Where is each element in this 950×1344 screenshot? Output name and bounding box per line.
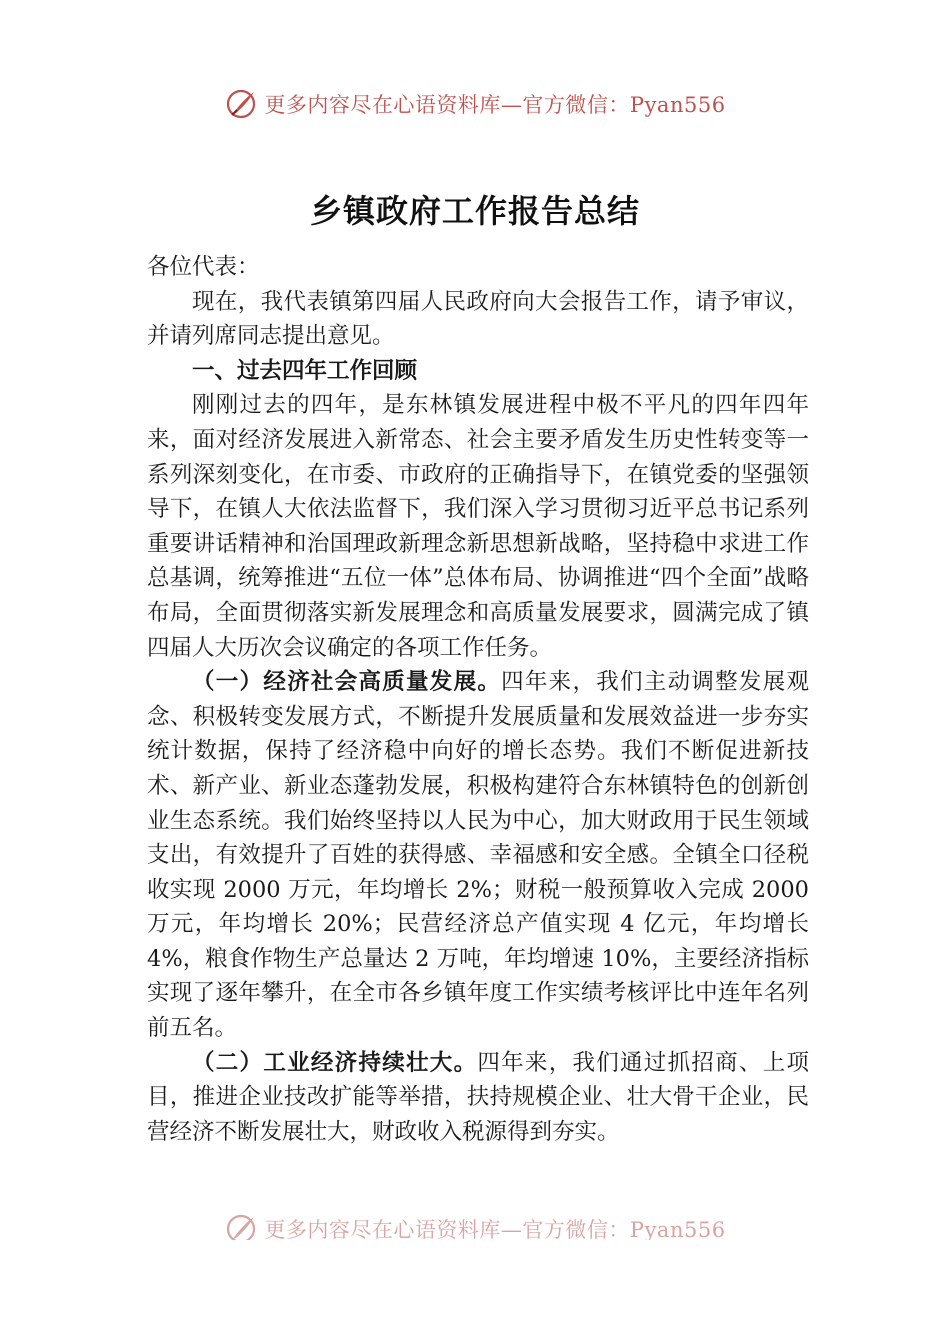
header-watermark: [0, 84, 950, 124]
subsection-paragraph-2: [147, 1046, 809, 1150]
section-heading: 一、过去四年工作回顾: [192, 357, 418, 384]
quill-pen-logo-icon: [224, 87, 258, 121]
intro-paragraph: 现在，我代表镇第四届人民政府向大会报告工作，请予审议，并请列席同志提出意见。: [147, 288, 809, 350]
subsection-paragraph-1: [147, 665, 809, 1046]
salutation: 各位代表：: [147, 254, 260, 280]
document-title: 乡镇政府工作报告总结: [309, 192, 640, 230]
footer-watermark: [0, 1206, 950, 1240]
watermark-text: 更多内容尽在心语资料库—官方微信：Pyan556: [264, 93, 726, 117]
subsection-text-1: 四年来，我们主动调整发展观念、积极转变发展方式，不断提升发展质量和发展效益进一步夯实统计数据，保持了经济稳中向好的增长态势。我们不断促进新技术、新产业、新业态蓬勃发展，积极构建符合东林镇特色的创新创业生态系统。我们始终坚持以人民为中心，加大财政用于民生领域支出，有效提升了百姓的获得感、幸福感和安全感。全镇全口径税收实现 2000 万元，年均增长 2%；财税一般预算收入完成 2000 万元，年均增长 20%；民营经济总产值实现 4 亿元，年均增长 4%，粮食作物生产总量达 2 万吨，年均增速 10%，主要经济指标实现了逐年攀升，在全市各乡镇年度工作实绩考核评比中连年名列前五名。: [147, 669, 809, 1042]
watermark-text: 更多内容尽在心语资料库—官方微信：Pyan556: [264, 1218, 726, 1240]
subsection-heading-2: （二）工业经济持续壮大。: [192, 1049, 478, 1076]
subsection-heading-1: （一）经济社会高质量发展。: [192, 669, 502, 696]
document-body: [147, 250, 809, 1149]
subsection-text-2: 四年来，我们通过抓招商、上项目，推进企业技改扩能等举措，扶持规模企业、壮大骨干企业，民营经济不断发展壮大，财政收入税源得到夯实。: [147, 1049, 809, 1145]
section-paragraph: 刚刚过去的四年，是东林镇发展进程中极不平凡的四年四年来，面对经济发展进入新常态、社会主要矛盾发生历史性转变等一系列深刻变化，在市委、市政府的正确指导下，在镇党委的坚强领导下，在镇人大依法监督下，我们深入学习贯彻习近平总书记系列重要讲话精神和治国理政新理念新思想新战略，坚持稳中求进工作总基调，统筹推进“五位一体”总体布局、协调推进“四个全面”战略布局，全面贯彻落实新发展理念和高质量发展要求，圆满完成了镇四届人大历次会议确定的各项工作任务。: [147, 392, 809, 661]
quill-pen-logo-icon: [224, 1212, 258, 1240]
